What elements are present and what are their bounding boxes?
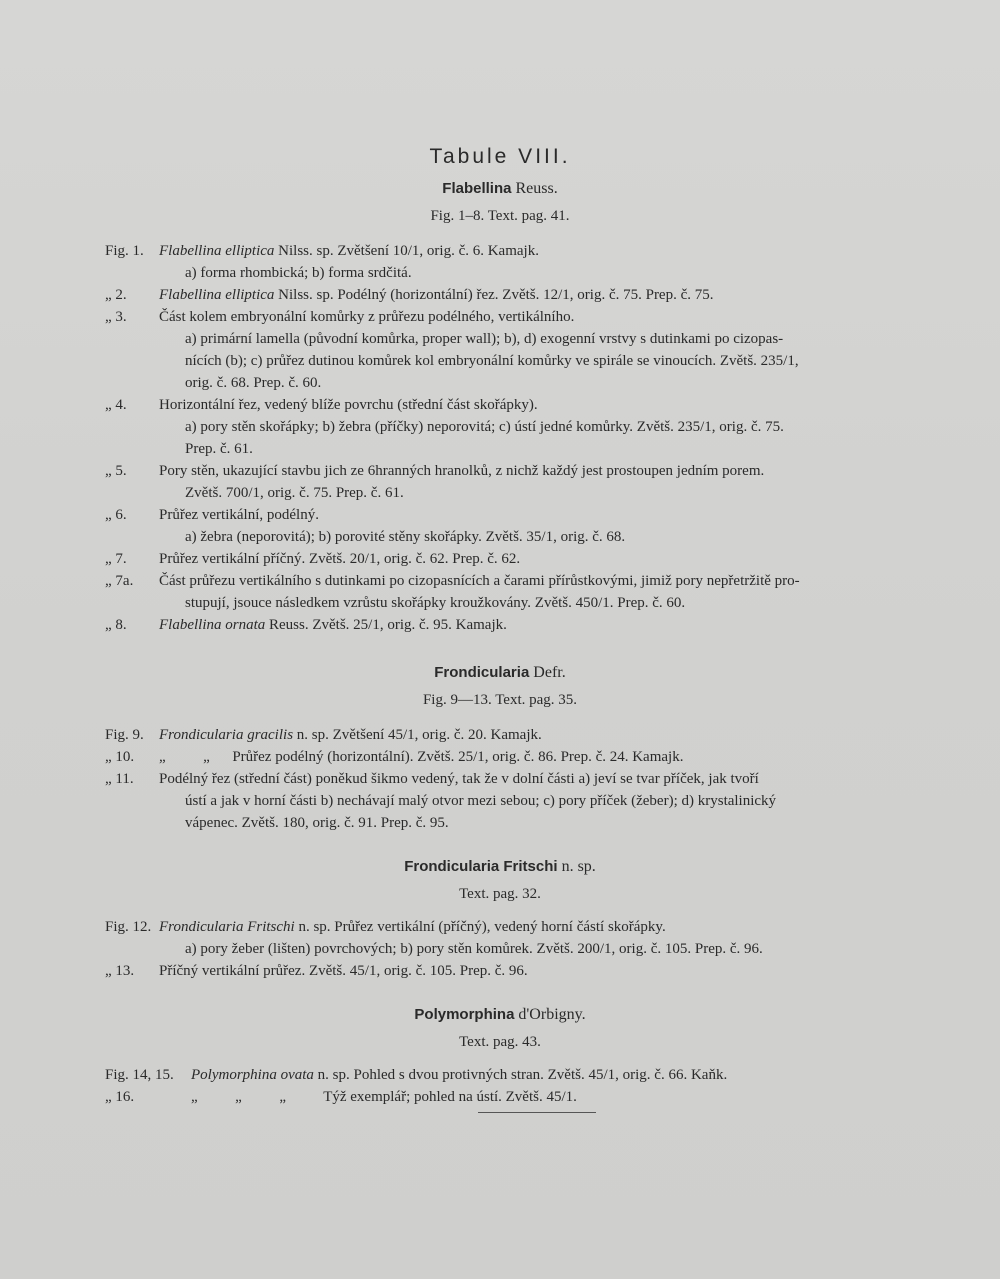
page-title: Tabule VIII.	[429, 145, 571, 168]
section-subtitle: Text. pag. 43.	[459, 1034, 541, 1050]
figure-number: „ 5.	[105, 463, 127, 479]
entry-text: „ „ „ Týž exemplář; pohled na ústí. Zvětš. 45/1.	[191, 1089, 577, 1105]
figure-number: „ 13.	[105, 963, 135, 979]
entry-continuation: orig. č. 68. Prep. č. 60.	[185, 375, 322, 391]
entry-continuation: stupují, jsouce následkem vzrůstu skořápky kroužkovány. Zvětš. 450/1. Prep. č. 60.	[185, 595, 686, 611]
species-name: Flabellina elliptica	[159, 243, 275, 259]
figure-number: „ 2.	[105, 287, 127, 303]
section-title-polymorphina	[0, 1006, 1000, 1024]
figure-entry	[105, 614, 935, 636]
figure-number: „ 7.	[105, 551, 127, 567]
entry-text: Podélný řez (střední část) poněkud šikmo vedený, tak že v dolní části a) jeví se tvar příček, jak tvoří	[159, 771, 759, 787]
figure-entry	[105, 570, 935, 614]
figure-number: „ 10.	[105, 749, 135, 765]
figure-number: Fig. 14, 15.	[105, 1067, 174, 1083]
entry-continuation: Prep. č. 61.	[185, 441, 253, 457]
figure-entry	[105, 548, 935, 570]
figure-number: „ 8.	[105, 617, 127, 633]
species-name: Polymorphina ovata	[191, 1067, 314, 1083]
genus-author: Defr.	[533, 664, 566, 681]
genus-name: Flabellina	[442, 180, 512, 197]
entry-text: Průřez vertikální, podélný.	[159, 507, 319, 523]
entry-text: Reuss. Zvětš. 25/1, orig. č. 95. Kamajk.	[265, 617, 507, 633]
section-subtitle: Fig. 1–8. Text. pag. 41.	[430, 208, 570, 224]
entry-continuation: Zvětš. 700/1, orig. č. 75. Prep. č. 61.	[185, 485, 404, 501]
genus-author: n. sp.	[561, 858, 596, 875]
figure-entry	[105, 960, 935, 982]
entry-continuation: vápenec. Zvětš. 180, orig. č. 91. Prep. č. 95.	[185, 815, 449, 831]
entry-text: Příčný vertikální průřez. Zvětš. 45/1, orig. č. 105. Prep. č. 96.	[159, 963, 528, 979]
entry-text: n. sp. Zvětšení 45/1, orig. č. 20. Kamajk.	[293, 727, 542, 743]
section-subtitle: Fig. 9—13. Text. pag. 35.	[422, 692, 578, 708]
figure-entry	[105, 1086, 935, 1108]
entry-text: Nilss. sp. Zvětšení 10/1, orig. č. 6. Kamajk.	[274, 243, 539, 259]
figure-number: „ 16.	[105, 1089, 135, 1105]
figure-number: „ 11.	[105, 771, 134, 787]
figure-entry	[105, 284, 935, 306]
section-title-frondicularia	[0, 664, 1000, 682]
species-name: Frondicularia gracilis	[159, 727, 294, 743]
figure-number: „ 3.	[105, 309, 127, 325]
genus-author: d'Orbigny.	[518, 1006, 586, 1023]
species-name: Frondicularia Fritschi	[159, 919, 295, 935]
figure-entry	[105, 1064, 935, 1086]
figure-entry	[105, 746, 935, 768]
figure-number: „ 4.	[105, 397, 127, 413]
entry-continuation: a) žebra (neporovitá); b) porovité stěny skořápky. Zvětš. 35/1, orig. č. 68.	[185, 529, 626, 545]
entry-text: Horizontální řez, vedený blíže povrchu (střední část skořápky).	[159, 397, 538, 413]
genus-author: Reuss.	[515, 180, 558, 197]
figure-number: „ 7a.	[105, 573, 134, 589]
entry-text: Průřez vertikální příčný. Zvětš. 20/1, orig. č. 62. Prep. č. 62.	[159, 551, 521, 567]
entry-text: Část kolem embryonální komůrky z průřezu podélného, vertikálního.	[159, 309, 575, 325]
figure-entry	[105, 504, 935, 548]
entry-continuation: a) pory žeber (lišten) povrchových; b) pory stěn komůrek. Zvětš. 200/1, orig. č. 105. Prep. č. 96.	[185, 941, 763, 957]
figure-entry	[105, 724, 935, 746]
entry-continuation: a) primární lamella (původní komůrka, proper wall); b), d) exogenní vrstvy s dutinkami po cizopas-	[185, 331, 784, 347]
entry-continuation: ústí a jak v horní části b) nechávají malý otvor mezi sebou; c) pory příček (žeber); d) krystalinický	[185, 793, 777, 809]
figure-number: „ 6.	[105, 507, 127, 523]
figure-entry	[105, 306, 935, 394]
figure-number: Fig. 9.	[105, 727, 144, 743]
section-title-flabellina	[0, 180, 1000, 198]
genus-name: Frondicularia	[434, 664, 530, 681]
figure-number: Fig. 12.	[105, 919, 152, 935]
figure-entry	[105, 240, 935, 284]
figure-entry	[105, 768, 935, 834]
entry-text: n. sp. Pohled s dvou protivných stran. Zvětš. 45/1, orig. č. 66. Kaňk.	[313, 1067, 728, 1083]
genus-name: Polymorphina	[414, 1006, 515, 1023]
figure-entry	[105, 916, 935, 960]
genus-name: Frondicularia Fritschi	[404, 858, 558, 875]
entry-text: Část průřezu vertikálního s dutinkami po cizopasnících a čarami přírůstkovými, jimiž pory nepřetržitě pro-	[159, 573, 800, 589]
entry-text: n. sp. Průřez vertikální (příčný), vedený horní částí skořápky.	[294, 919, 666, 935]
figure-number: Fig. 1.	[105, 243, 144, 259]
entry-text: „ „ Průřez podélný (horizontální). Zvětš. 25/1, orig. č. 86. Prep. č. 24. Kamajk.	[159, 749, 684, 765]
entry-text: Nilss. sp. Podélný (horizontální) řez. Zvětš. 12/1, orig. č. 75. Prep. č. 75.	[274, 287, 714, 303]
species-name: Flabellina ornata	[159, 617, 266, 633]
entry-continuation: a) pory stěn skořápky; b) žebra (příčky) neporovitá; c) ústí jedné komůrky. Zvětš. 235/1, orig. č. 75.	[185, 419, 784, 435]
figure-entry	[105, 394, 935, 460]
section-title-frondicularia-fritschi	[0, 858, 1000, 876]
species-name: Flabellina elliptica	[159, 287, 275, 303]
section-subtitle: Text. pag. 32.	[459, 886, 541, 902]
figure-entry	[105, 460, 935, 504]
entry-continuation: a) forma rhombická; b) forma srdčitá.	[185, 265, 412, 281]
entry-continuation: nících (b); c) průřez dutinou komůrek kol embryonální komůrky ve spirále se vinoucích. Zvětš. 235/1,	[185, 353, 799, 369]
entry-text: Pory stěn, ukazující stavbu jich ze 6hranných hranolků, z nichž každý jest prostoupen jedním porem.	[159, 463, 765, 479]
closing-rule	[478, 1112, 596, 1113]
